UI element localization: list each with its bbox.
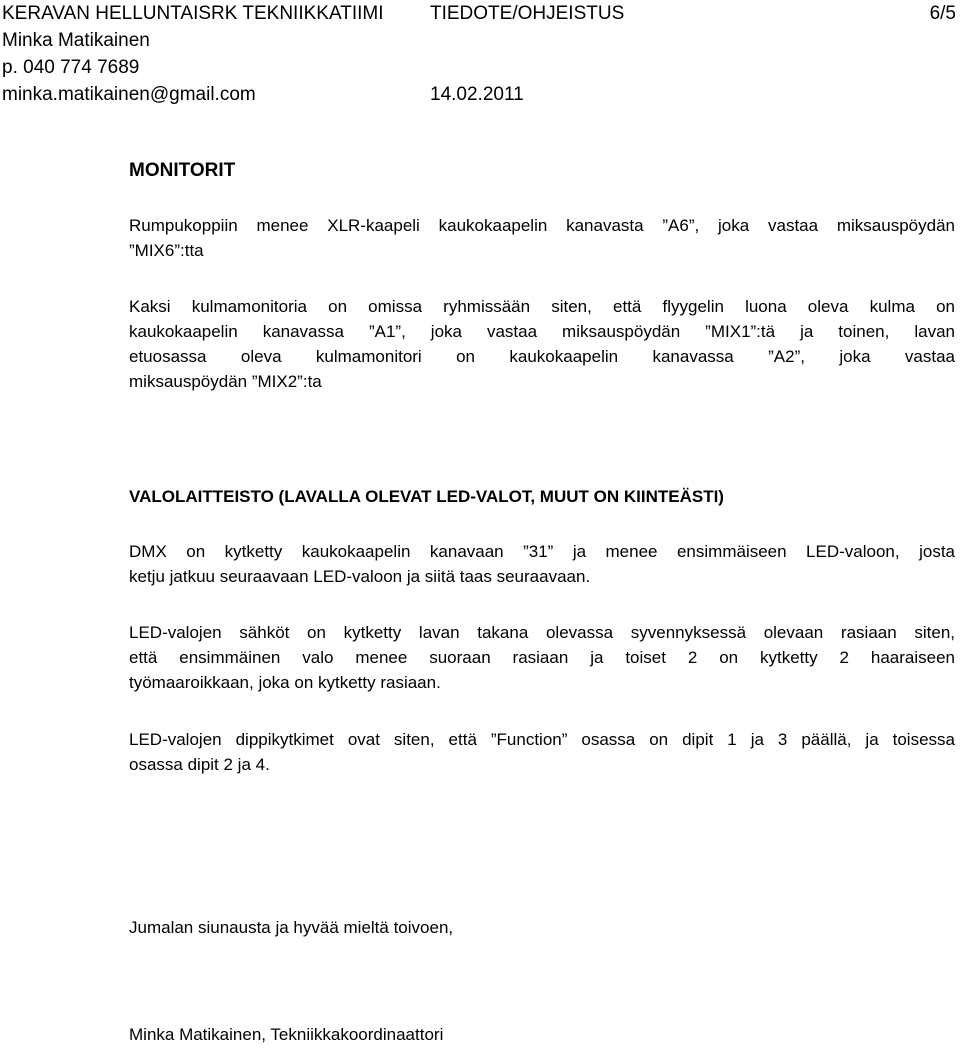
text-line: kaukokaapelin kanavassa ”A1”, joka vastaa miksauspöydän ”MIX1”:tä ja toinen, lavan [129, 322, 955, 341]
text-line: ”MIX6”:tta [129, 241, 204, 260]
text-line: DMX on kytketty kaukokaapelin kanavaan ”31” ja menee ensimmäiseen LED-valoon, josta [129, 542, 955, 561]
monitorit-paragraph-1 [129, 213, 955, 263]
text-line: LED-valojen dippikytkimet ovat siten, että ”Function” osassa on dipit 1 ja 3 päällä, ja toisessa [129, 730, 955, 749]
header-line-2 [2, 27, 958, 54]
header-page-number: 6/5 [929, 3, 956, 24]
closing-line: Jumalan siunausta ja hyvää mieltä toivoen, [129, 918, 454, 937]
valot-paragraph-2 [129, 620, 955, 695]
section-title-valolaitteisto: VALOLAITTEISTO (LAVALLA OLEVAT LED-VALOT, MUUT ON KIINTEÄSTI) [129, 487, 724, 506]
valot-paragraph-3 [129, 727, 955, 777]
text-line: LED-valojen sähköt on kytketty lavan takana olevassa syvennyksessä olevaan rasiaan siten, [129, 623, 955, 642]
header-line-1 [2, 0, 958, 27]
header-date: 14.02.2011 [430, 84, 524, 105]
header-phone: p. 040 774 7689 [2, 57, 140, 78]
signature-line: Minka Matikainen, Tekniikkakoordinaattori [129, 1025, 444, 1044]
header-email: minka.matikainen@gmail.com [2, 84, 256, 105]
text-line: ketju jatkuu seuraavaan LED-valoon ja siitä taas seuraavaan. [129, 567, 591, 586]
text-line: Rumpukoppiin menee XLR-kaapeli kaukokaapelin kanavasta ”A6”, joka vastaa miksauspöydän [129, 216, 955, 235]
document-header [2, 0, 958, 108]
text-line: Kaksi kulmamonitoria on omissa ryhmissään siten, että flyygelin luona oleva kulma on [129, 297, 955, 316]
text-line: osassa dipit 2 ja 4. [129, 755, 270, 774]
text-line: että ensimmäinen valo menee suoraan rasiaan ja toiset 2 on kytketty 2 haaraiseen [129, 648, 955, 667]
header-org: KERAVAN HELLUNTAISRK TEKNIIKKATIIMI [2, 3, 384, 24]
valot-paragraph-1 [129, 539, 955, 589]
text-line: etuosassa oleva kulmamonitori on kaukokaapelin kanavassa ”A2”, joka vastaa [129, 347, 955, 366]
header-doc-type: TIEDOTE/OHJEISTUS [430, 3, 625, 24]
header-line-3 [2, 54, 958, 81]
text-line: miksauspöydän ”MIX2”:ta [129, 372, 322, 391]
text-line: työmaaroikkaan, joka on kytketty rasiaan. [129, 673, 441, 692]
section-title-monitorit: MONITORIT [129, 160, 236, 181]
monitorit-paragraph-2 [129, 294, 955, 394]
header-line-4 [2, 81, 958, 108]
header-name: Minka Matikainen [2, 30, 150, 51]
